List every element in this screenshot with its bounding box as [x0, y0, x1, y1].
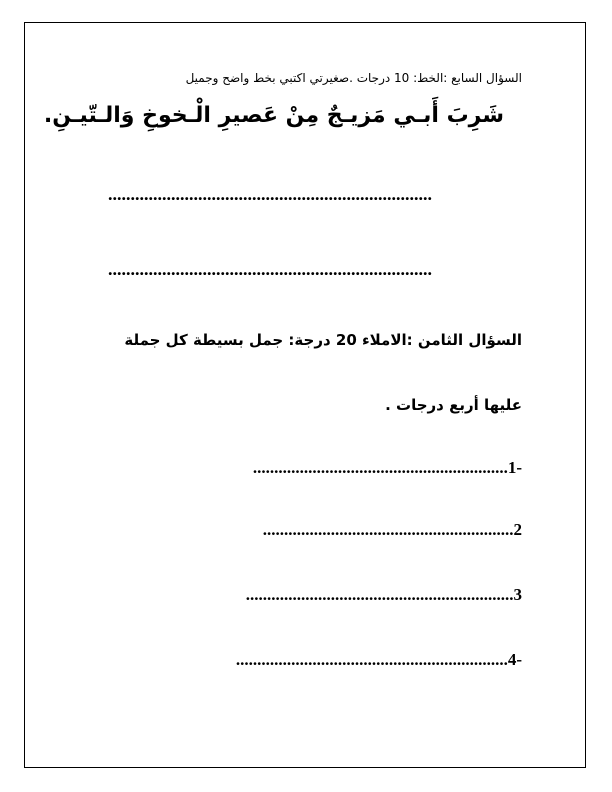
dictation-line-dots: ............................................................	[252, 458, 508, 477]
dictation-line-2[interactable]	[263, 520, 522, 540]
writing-line-1[interactable]: ........................................................................	[108, 184, 432, 204]
question-7-header: السؤال السابع :الخط: 10 درجات .صغيرتي اكتبي بخط واضح وجميل	[185, 71, 522, 85]
dictation-line-dots: ................................................................	[235, 650, 508, 669]
dictation-line-number: 2	[513, 520, 522, 539]
question-8-continuation: عليها أربع درجات .	[385, 396, 522, 414]
dictation-line-dots: ...........................................................	[262, 520, 514, 539]
dictation-line-number: 1-	[507, 458, 522, 477]
dictation-line-1[interactable]	[253, 458, 522, 478]
dictation-line-3[interactable]	[246, 585, 522, 605]
writing-line-2[interactable]: ........................................................................	[108, 259, 432, 279]
dictation-line-dots: ...............................................................	[245, 585, 514, 604]
dictation-line-number: 4-	[507, 650, 522, 669]
model-sentence: شَرِبَ أَبـي مَزيـجٌ مِنْ عَصيرِ الْـخوخِ وَالـتّيـنِ.	[43, 103, 504, 128]
dictation-line-4[interactable]	[236, 650, 522, 670]
dictation-line-number: 3	[513, 585, 522, 604]
question-8-header: السؤال الثامن :الاملاء 20 درجة: جمل بسيطة كل جملة	[124, 331, 522, 349]
